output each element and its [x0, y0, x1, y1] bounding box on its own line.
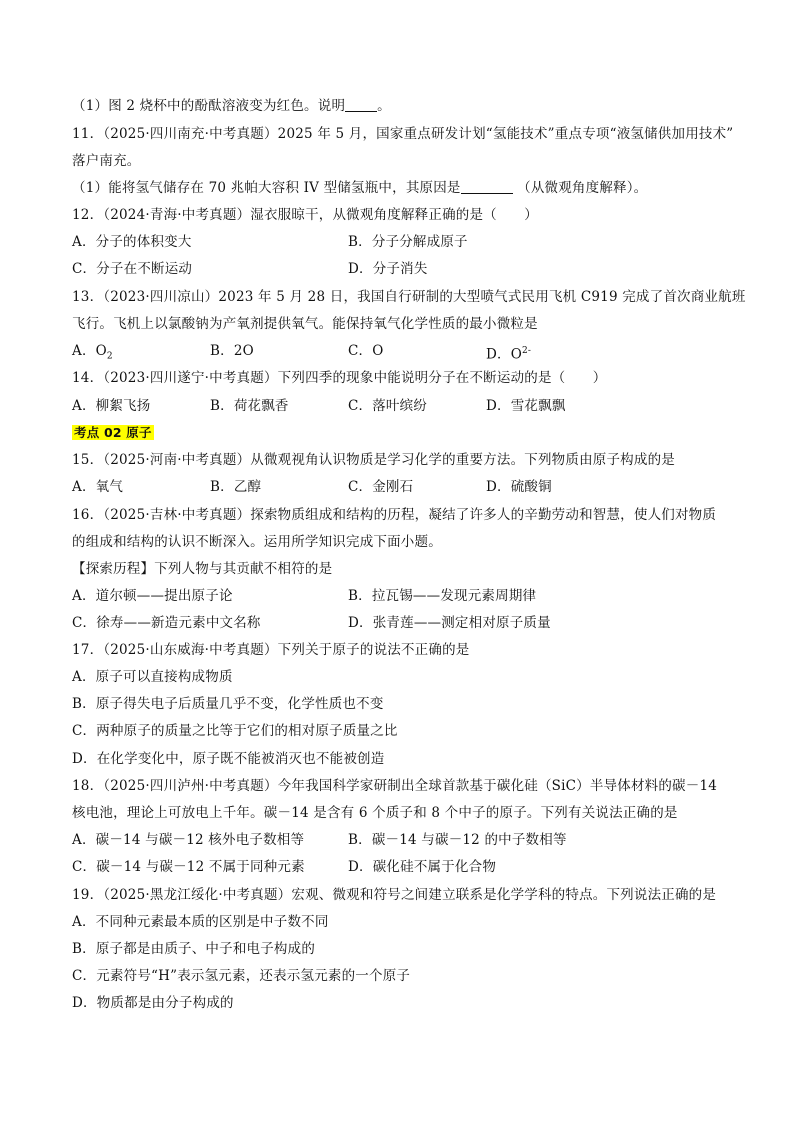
superscript: 2- — [522, 346, 532, 356]
question-text: （1）能将氢气储存在 70 兆帕大容积 IV 型储氢瓶中，其原因是 — [72, 180, 461, 196]
question-text-end: 。 — [377, 98, 391, 114]
q18-option-d[interactable]: D．碳化硅不属于化合物 — [348, 859, 497, 875]
q12-option-a[interactable]: A．分子的体积变大 — [72, 234, 192, 250]
q17-option-c[interactable]: C．两种原子的质量之比等于它们的相对原子质量之比 — [72, 723, 398, 739]
subscript: 2 — [106, 351, 113, 362]
question-16-sub-stem: 【探索历程】下列人物与其贡献不相符的是 — [72, 561, 333, 577]
q13-option-c[interactable]: C．O — [348, 343, 384, 359]
q13-option-d[interactable] — [486, 341, 531, 365]
q16-option-a[interactable]: A．道尔顿——提出原子论 — [72, 588, 233, 604]
q15-option-c[interactable]: C．金刚石 — [348, 479, 414, 495]
question-18-line-2: 核电池，理论上可放电上千年。碳－14 是含有 6 个质子和 8 个中子的原子。下列有关说法正确的是 — [72, 805, 678, 821]
question-11-line-2: 落户南充。 — [72, 153, 141, 169]
q14-option-a[interactable]: A．柳絮飞扬 — [72, 398, 151, 414]
question-11-line-1: 11．（2025·四川南充·中考真题）2025 年 5 月，国家重点研发计划“氢能技术”重点专项“液氢储供加用技术” — [72, 126, 734, 142]
q19-option-a[interactable]: A．不同种元素最本质的区别是中子数不同 — [72, 914, 329, 930]
option-text: A．O — [72, 343, 107, 359]
question-10-part-1 — [72, 96, 391, 116]
q19-option-c[interactable]: C．元素符号“H”表示氢元素，还表示氢元素的一个原子 — [72, 968, 411, 984]
q18-option-b[interactable]: B．碳－14 与碳－12 的中子数相等 — [348, 832, 567, 848]
q14-option-d[interactable]: D．雪花飘飘 — [486, 398, 566, 414]
section-heading-row — [72, 423, 154, 443]
question-17-stem: 17．（2025·山东威海·中考真题）下列关于原子的说法不正确的是 — [72, 642, 470, 658]
question-19-stem: 19．（2025·黑龙江绥化·中考真题）宏观、微观和符号之间建立联系是化学学科的特点。下列说法正确的是 — [72, 887, 717, 903]
q14-option-b[interactable]: B．荷花飘香 — [210, 398, 289, 414]
option-text: D．O — [486, 346, 522, 363]
q15-option-b[interactable]: B．乙醇 — [210, 479, 262, 495]
q13-option-b[interactable]: B．2O — [210, 343, 254, 359]
question-16-line-1: 16．（2025·吉林·中考真题）探索物质组成和结构的历程，凝结了许多人的辛勤劳动和智慧，使人们对物质 — [72, 507, 717, 523]
q17-option-b[interactable]: B．原子得失电子后质量几乎不变，化学性质也不变 — [72, 696, 384, 712]
q16-option-d[interactable]: D．张青莲——测定相对原子质量 — [348, 615, 551, 631]
q12-option-b[interactable]: B．分子分解成原子 — [348, 234, 468, 250]
answer-blank[interactable] — [461, 179, 513, 194]
q17-option-d[interactable]: D．在化学变化中，原子既不能被消灭也不能被创造 — [72, 751, 385, 767]
q12-option-c[interactable]: C．分子在不断运动 — [72, 261, 193, 277]
q13-option-a[interactable] — [72, 341, 113, 367]
q16-option-b[interactable]: B．拉瓦锡——发现元素周期律 — [348, 588, 537, 604]
question-11-part-1 — [72, 178, 647, 198]
question-14-stem: 14．（2023·四川遂宁·中考真题）下列四季的现象中能说明分子在不断运动的是（ ） — [72, 370, 607, 386]
section-heading: 考点 02 原子 — [74, 425, 152, 440]
q19-option-b[interactable]: B．原子都是由质子、中子和电子构成的 — [72, 941, 316, 957]
q16-option-c[interactable]: C．徐寿——新造元素中文名称 — [72, 615, 261, 631]
q12-option-d[interactable]: D．分子消失 — [348, 261, 428, 277]
answer-blank[interactable] — [345, 97, 377, 112]
question-15-stem: 15．（2025·河南·中考真题）从微观视角认识物质是学习化学的重要方法。下列物质由原子构成的是 — [72, 452, 675, 468]
q19-option-d[interactable]: D．物质都是由分子构成的 — [72, 995, 234, 1011]
q15-option-d[interactable]: D．硫酸铜 — [486, 479, 552, 495]
question-text: （1）图 2 烧杯中的酚酞溶液变为红色。说明 — [72, 98, 346, 114]
q18-option-c[interactable]: C．碳－14 与碳－12 不属于同种元素 — [72, 859, 305, 875]
question-16-line-2: 的组成和结构的认识不断深入。运用所学知识完成下面小题。 — [72, 534, 442, 550]
q15-option-a[interactable]: A．氧气 — [72, 479, 124, 495]
question-12-stem: 12．（2024·青海·中考真题）湿衣服晾干，从微观角度解释正确的是（ ） — [72, 207, 538, 223]
question-18-line-1: 18．（2025·四川泸州·中考真题）今年我国科学家研制出全球首款基于碳化硅（SiC）半导体材料的碳－14 — [72, 778, 718, 794]
q17-option-a[interactable]: A．原子可以直接构成物质 — [72, 669, 233, 685]
q14-option-c[interactable]: C．落叶缤纷 — [348, 398, 428, 414]
question-13-line-1: 13．（2023·四川凉山）2023 年 5 月 28 日，我国自行研制的大型喷气式民用飞机 C919 完成了首次商业航班 — [72, 289, 746, 305]
q18-option-a[interactable]: A．碳－14 与碳－12 核外电子数相等 — [72, 832, 305, 848]
question-text-end: （从微观角度解释）。 — [517, 180, 648, 196]
question-13-line-2: 飞行。飞机上以氯酸钠为产氧剂提供氧气。能保持氧气化学性质的最小微粒是 — [72, 316, 538, 332]
